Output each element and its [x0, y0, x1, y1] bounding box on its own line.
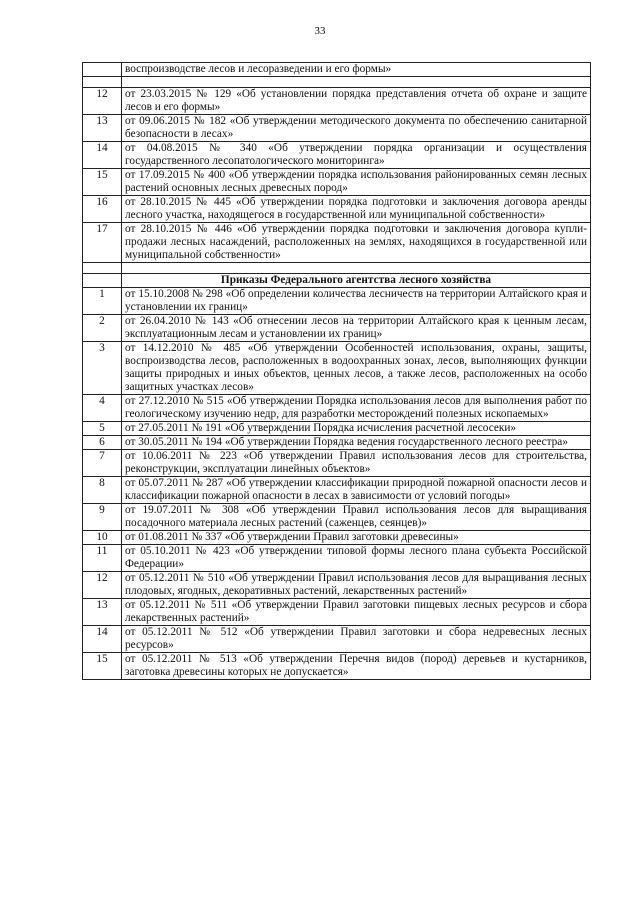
row-number-cell: 6 — [83, 436, 122, 450]
row-text-cell: от 28.10.2015 № 445 «Об утверждении порядка подготовки и заключения договора аренды лесного участка, находящегося в государственной или муниципальной собственности» — [122, 196, 591, 223]
table-row — [83, 142, 591, 169]
row-number-cell: 16 — [83, 196, 122, 223]
row-number-cell: 5 — [83, 422, 122, 436]
row-text-cell: от 05.12.2011 № 513 «Об утверждении Перечня видов (пород) деревьев и кустарников, заготовка древесины которых не допускается» — [122, 653, 591, 680]
table-row — [83, 436, 591, 450]
table-row — [83, 395, 591, 422]
row-text-cell: от 14.12.2010 № 485 «Об утверждении Особенностей использования, охраны, защиты, воспроизводства лесов, расположенных в водоохранных зонах, лесов, выполняющих функции защиты природных и иных объектов, ценных лесов, а также лесов, расположенных на особо защитных участках лесов» — [122, 342, 591, 395]
row-number-cell: 15 — [83, 653, 122, 680]
table-row — [83, 169, 591, 196]
row-number-cell: 7 — [83, 450, 122, 477]
row-number-cell: 13 — [83, 115, 122, 142]
section-heading: Приказы Федерального агентства лесного хозяйства — [122, 274, 591, 288]
orders-part1 — [83, 88, 591, 263]
row-number-cell: 15 — [83, 169, 122, 196]
table-row-spacer — [83, 77, 591, 88]
row-number-cell: 11 — [83, 545, 122, 572]
row-text-cell: от 26.04.2010 № 143 «Об отнесении лесов на территории Алтайского края к ценным лесам, эксплуатационным лесам и установлении их границ» — [122, 315, 591, 342]
row-text-cell: от 23.03.2015 № 129 «Об установлении порядка представления отчета об охране и защите лесов и его формы» — [122, 88, 591, 115]
row-text-cell: от 28.10.2015 № 446 «Об утверждении порядка подготовки и заключения договора купли-продажи лесных насаждений, расположенных на землях, находящихся в государственной или муниципальной собственности» — [122, 223, 591, 263]
row-number-cell: 12 — [83, 88, 122, 115]
table-row — [83, 545, 591, 572]
row-text-cell: от 30.05.2011 № 194 «Об утверждении Порядка ведения государственного лесного реестра» — [122, 436, 591, 450]
row-text-cell: воспроизводстве лесов и лесоразведении и его формы» — [122, 63, 591, 77]
table-row — [83, 626, 591, 653]
table-row — [83, 88, 591, 115]
row-text-cell: от 09.06.2015 № 182 «Об утверждении методического документа по обеспечению санитарной безопасности в лесах» — [122, 115, 591, 142]
page-number: 33 — [314, 25, 326, 37]
row-text-cell: от 05.10.2011 № 423 «Об утверждении типовой формы лесного плана субъекта Российской Федерации» — [122, 545, 591, 572]
row-number-cell: 4 — [83, 395, 122, 422]
row-text-cell: от 04.08.2015 № 340 «Об утверждении порядка организации и осуществления государственного лесопатологического мониторинга» — [122, 142, 591, 169]
orders-table — [82, 62, 591, 680]
row-text-cell: от 27.05.2011 № 191 «Об утверждении Порядка исчисления расчетной лесосеки» — [122, 422, 591, 436]
row-number-cell: 10 — [83, 531, 122, 545]
table-row — [83, 422, 591, 436]
row-text-cell: от 01.08.2011 № 337 «Об утверждении Правил заготовки древесины» — [122, 531, 591, 545]
row-text-cell: от 05.12.2011 № 511 «Об утверждении Правил заготовки пищевых лесных ресурсов и сбора лекарственных растений» — [122, 599, 591, 626]
table-row — [83, 196, 591, 223]
row-number-cell: 17 — [83, 223, 122, 263]
table-row — [83, 315, 591, 342]
row-text-cell: от 15.10.2008 № 298 «Об определении количества лесничеств на территории Алтайского края и установлении их границ» — [122, 288, 591, 315]
row-text-cell: от 05.07.2011 № 287 «Об утверждении классификации природной пожарной опасности лесов и классификации пожарной опасности в лесах в зависимости от условий погоды» — [122, 477, 591, 504]
table-row — [83, 599, 591, 626]
row-text-cell: от 05.12.2011 № 510 «Об утверждении Правил использования лесов для выращивания лесных плодовых, ягодных, декоративных растений, лекарственных растений» — [122, 572, 591, 599]
table-row — [83, 288, 591, 315]
table-row — [83, 223, 591, 263]
row-number-cell: 14 — [83, 626, 122, 653]
table-row — [83, 653, 591, 680]
row-number-cell: 12 — [83, 572, 122, 599]
row-number-cell: 8 — [83, 477, 122, 504]
row-number-cell: 9 — [83, 504, 122, 531]
table-row — [83, 504, 591, 531]
row-number-cell — [83, 63, 122, 77]
row-number-cell: 3 — [83, 342, 122, 395]
table-row — [83, 572, 591, 599]
orders-part2 — [83, 288, 591, 680]
table-row-spacer — [83, 263, 591, 274]
row-number-cell: 14 — [83, 142, 122, 169]
table-row — [83, 115, 591, 142]
row-number-cell: 1 — [83, 288, 122, 315]
row-number-cell: 13 — [83, 599, 122, 626]
section-heading-row — [83, 274, 591, 288]
table-row — [83, 342, 591, 395]
row-text-cell: от 05.12.2011 № 512 «Об утверждении Правил заготовки и сбора недревесных лесных ресурсов» — [122, 626, 591, 653]
table-row — [83, 450, 591, 477]
row-text-cell: от 19.07.2011 № 308 «Об утверждении Правил использования лесов для выращивания посадочного материала лесных растений (саженцев, сеянцев)» — [122, 504, 591, 531]
row-text-cell: от 17.09.2015 № 400 «Об утверждении порядка использования районированных семян лесных растений основных лесных древесных пород» — [122, 169, 591, 196]
table-row — [83, 477, 591, 504]
table-row — [83, 531, 591, 545]
table-row — [83, 63, 591, 77]
row-number-cell: 2 — [83, 315, 122, 342]
row-text-cell: от 27.12.2010 № 515 «Об утверждении Порядка использования лесов для выполнения работ по геологическому изучению недр, для разработки месторождений полезных ископаемых» — [122, 395, 591, 422]
row-text-cell: от 10.06.2011 № 223 «Об утверждении Правил использования лесов для строительства, реконструкции, эксплуатации линейных объектов» — [122, 450, 591, 477]
